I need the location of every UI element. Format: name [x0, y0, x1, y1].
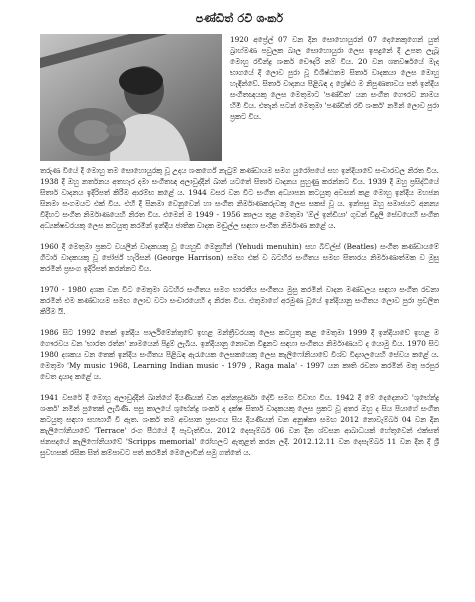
paragraph-1: 1920 අප්‍රේල් 07 වන දින සොහොයුරන් 07 දෙනෙකුගෙන් යුත් බ්‍රාහ්මණ පවුලක බාල සොහොයුරා ලෙස ඉපදුනේ දී උපත ලැබූ මොහු රවීන්ද්‍ර ශංකර් චෞදරි නම් විය. 20 වන ශතවර්ෂයේ මැද භාගයේ දී ලොව පුරා වූ විශිෂ්ඨතම සිතාර් වාදකයා ලෙස මොහු හැඳින්වේ. සිතාර් වාදනය පිළිබඳ ද ශ්‍රේෂ්ඨ ම නිපුණතාවය පත් ඉන්දීය සංගීතඥයකු ලෙස මෙතුමාට 'පණ්ඩිත' යන සංගීත ගෞරව නාමය හිමි විය. එතැන් පටන් මෙතුමා 'පණ්ඩිත් රවි ශංකර්' නමින් ලොව පුරා ප්‍රකට විය. [230, 35, 439, 121]
paragraph-4: 1970 - 1980 දශක වන විට මෙතුමා බටහිර සංගීතය සමග භාරතීය සංගීතය මුසු කරමින් වාදන මණ්ඩලය සඳහා සංගීත රචනා කරමින් එම කණ්ඩායම සමඟ ලොව වටා සංචාරයෙහි ද නිරත විය. එතුමාගේ අරමුණ වූයේ ඉන්දියානු සංගීතය ලොව පුරා ප්‍රචලිත කිරීම යි. [40, 285, 439, 316]
paragraph-6: 1941 වසරේ දී මොහු අලාවුද්දින් ඛාන්ගේ දියණියන් වන අන්නපූර්ණා දේවි සමග විවාහ විය. 1942 දී මේ දෙදෙනාට 'ශුභේන්ද්‍ර ශංකර්' නමින් පුතෙක් ලැබිණි. පසු කාලයේ ශුභේන්ද්‍ර ශංකර් ද දක්ෂ සිතාර් වාදකයකු ලෙස ප්‍රකට වූ අතර ඔහු ද සිය පියාගේ සංගීත කටයුතු සඳහා සහභාගී වී ඇත. ශංකර් තම අවසාන ප්‍රසංගය සිය දියණියන් වන අනුෂ්කා සමඟ 2012 නොවැම්බර් 04 වන දින කැලිෆෝනියාවේ 'Terrace' රංග පීඨයේ දී පැවැත්විය. 2012 දෙසැම්බර් 06 වන දින ශ්වසන ආබාධයක් හේතුවෙන් එක්සත් ජනපදයේ කැලිෆෝනියාවේ 'Scripps memorial' රෝහලට ඇතුළත් කරන ලදී. 2012.12.11 වන දෙසැම්බර් 11 වන දින දී ශ්‍රී සුවහසක් රසික සිත් කම්පාවට පත් කරමින් මෙලොවින් සමු ගත්තේ ය. [40, 393, 439, 457]
main-content [40, 165, 439, 458]
sitar-player-photo [40, 34, 222, 161]
paragraph-2: තරුණ වියේ දී මොහු තම සොහොයුරකු වූ උදය ශංකර්ගේ නැටුම් කණ්ඩායම සමග යුරෝපයේ සහ ඉන්දියාවේ සංචාරවල නිරත විය. 1938 දී ඔහු නර්තනය අතහැර දමා සංගීතඥ අලාවුද්දින් ඛාන් යටතේ සිතාර් වාදනය පුහුණු කරන්නට විය. 1939 දී ඔහු ප්‍රසිද්ධියේ සිතාර් වාදනය ඉදිරිපත් කිරීම ආරම්භ කළේ ය. 1944 වසර වන විට සංගීත අධ්‍යාපන කටයුතු අවසන් කළ මොහු ඉන්දීය මහජන සිනමා සංගමයට එක් විය. එහි දී සිනමා වෙනුවෙන් හා සංගීත නිර්මාණකරුවකු ලෙස සකස් වූ ය. ඉන්පසු ඔහු සමාජයට අනන්‍ය විදිහට සංගීත නිර්මාණයෙහි නිරත විය. එමෙන් ම 1949 - 1956 කාලය තුළ මෙතුමා 'ඕල් ඉන්ඩියා' ගුවන් විදුලි සේවයෙහි සංගීත අධ්‍යක්ෂවරයකු ලෙස කටයුතු කරමින් ඉන්දීය ජාතික වාදක මඬුල්ල සඳහා සංගීත නිර්මාණ කළේ ය. [40, 166, 439, 230]
paragraph-5: 1986 සිට 1992 තෙක් ඉන්දීය පාර්ලිමේන්තුවේ ඉහළ මන්ත්‍රීවරයකු ලෙස කටයුතු කළ මෙතුමා 1999 දී ඉන්දියාවේ ඉහළ ම ගෞරවය වන 'භාරත රත්න' නාමයෙන් පිදුම් ලැබීය. ඉන්දියානු නොවන විඳුනට සඳහා සංගීතය නිර්මාණයට ද යොමු විය. 1970 සිට 1980 දශකය වන තෙක් ඉන්දීය සංගීතය පිළිබඳ ඇරැයෙක ලෙසකයෙකු ලෙස කැලිෆෝනියාවේ විශ්ව විද්‍යාලයෙහි සේවය කළේ ය. මෙතුමා 'My music 1968, Learning Indian music - 1979 , Raga mala' - 1997 යන කෘති රචනා කරමින් මතු පරපුර වෙත දායාද කළේ ය. [40, 328, 439, 381]
paragraph-3: 1960 දී මෙතුමා ප්‍රකට වයලීන් වාදකයකු වූ යෙහුඩි මෙනුහින් (Yehudi menuhin) සහ බීට්ල්ස් (Beatles) සංගීත කණ්ඩායමේ ගිටාර් වාදකයකු වූ ජෝර්ජ් හැරිසන් (George Harrison) සමඟ එක් ව බටහිර සංගීතය සමඟ සිතාරය නිර්මාණාත්මක ව මුසු කරමින් ප්‍රසංග ඉදිරිපත් කරන්නට විය. [40, 242, 439, 273]
intro-paragraph [230, 34, 439, 122]
intro-section [40, 34, 439, 161]
sitar-player-illustration [40, 34, 222, 161]
page-title: පණ්ඩිත් රවි ශංකර් [195, 12, 284, 25]
